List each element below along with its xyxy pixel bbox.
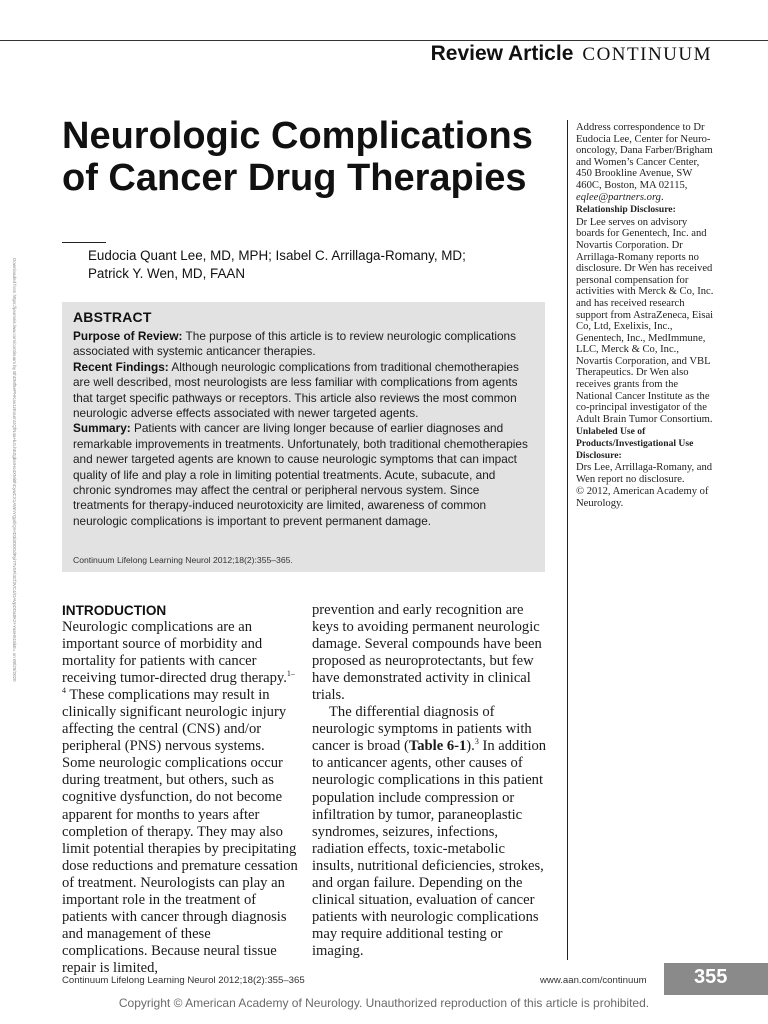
reference-1-4[interactable]: 1–4 <box>62 669 295 696</box>
sidebar-rule <box>567 120 568 960</box>
intro-p1-text-b: These complications may result in clinically significant neurologic injury affecting the central (CNS) and/or peripheral (PNS) nervous systems. Some neurologic complications occur during treatment, but others, such as cognitive dysfunction, do not become apparent for months to years after completion of therapy. They may also limit potential therapies by precipitating dose reductions and premature cessation of treatment. Neurologists can play an important role in the treatment of patients with cancer through diagnosis and management of these complications. Because neural tissue repair is limited, <box>62 687 298 976</box>
correspondence-email[interactable]: eqlee@partners.org <box>576 191 661 203</box>
abstract-box <box>62 302 545 572</box>
masthead <box>431 42 712 72</box>
article-type-label: Review Article <box>430 42 574 65</box>
abstract-purpose <box>73 329 535 360</box>
copyright-notice: Copyright © American Academy of Neurology. Unauthorized reproduction of this article is prohibited. <box>118 996 650 1010</box>
intro-paragraph-1 <box>62 619 298 977</box>
footer-url[interactable]: www.aan.com/continuum <box>540 975 647 986</box>
footer-citation: Continuum Lifelong Learning Neurol 2012;18(2):355–365 <box>62 975 305 986</box>
relationship-heading: Relationship Disclosure: <box>576 204 676 216</box>
reference-3[interactable]: 3 <box>474 737 479 747</box>
author-list <box>88 247 543 283</box>
intro-p1-text-a: Neurologic complications are an important source of morbidity and mortality for patients with cancer receiving tumor-directed drug therapy. <box>62 619 287 687</box>
intro-paragraph-2 <box>312 704 548 960</box>
sidebar-copyright: © 2012, American Academy of Neurology. <box>576 486 709 509</box>
download-notice-text: Downloaded from https://journals.lww.com/continuum by BhDMf5ePHKav1zEoum1tQfN4a+kJLhEZgbsIHo4XMi0hCywCX1AWnYQp/IlQrHD3i3D0OdRyi7TvSFl4Cf3VC4/OAVpDDa8K2+Ya6H515kE= on 08/29/2020 <box>12 258 17 682</box>
abstract-findings <box>73 360 535 422</box>
unlabeled-use-text: Drs Lee, Arrillaga-Romany, and Wen report no disclosure. <box>576 462 713 485</box>
summary-label: Summary: <box>73 421 131 436</box>
intro-p2-text-b: ). <box>466 738 475 755</box>
summary-text: Patients with cancer are living longer because of earlier diagnoses and remarkable improvements in treatments. Unfortunately, both traditional chemotherapies and newer targeted agents are known to cause neurologic symptoms that can impact quality of life and play a role in limiting potential treatments. Acute, subacute, and chronic syndromes may affect the central or peripheral nervous system. Since treatments for therapy-induced neurotoxicity are limited, awareness of common neurologic complications is important to prevent permanent damage. <box>73 421 528 528</box>
correspondence-text: Address correspondence to Dr Eudocia Lee, Center for Neuro-oncology, Dana Farber/Brigham and Women’s Cancer Center, 450 Brookline Avenue, SW 460C, Boston, MA 02115, <box>576 122 713 191</box>
authors-line-1: Eudocia Quant Lee, MD, MPH; Isabel C. Arrillaga-Romany, MD; <box>88 248 466 263</box>
intro-paragraph-1-continued: prevention and early recognition are keys to avoiding permanent neurologic damage. Several compounds have been proposed as neuroprotectants, but few have demonstrated activity in clinical trials. <box>312 602 542 704</box>
unlabeled-use-heading: Unlabeled Use of Products/Investigational Use Disclosure: <box>576 426 694 461</box>
sidebar <box>576 122 716 511</box>
title-rule <box>62 242 106 243</box>
purpose-label: Purpose of Review: <box>73 329 183 343</box>
article-title: Neurologic Complications of Cancer Drug Therapies <box>62 115 533 199</box>
body-column-right <box>312 602 548 960</box>
intro-p2-text-c: In addition to anticancer agents, other causes of neurologic complications in this patient population include compression or infiltration by tumor, paraneoplastic syndromes, seizures, infections, radiation effects, toxic-metabolic insults, nutritional deficiencies, strokes, and organ failure. Depending on the clinical situation, evaluation of cancer patients with neurologic complications may require additional testing or imaging. <box>312 738 547 959</box>
abstract-heading: ABSTRACT <box>73 309 152 325</box>
journal-name: CONTINUUM <box>582 44 712 65</box>
findings-label: Recent Findings: <box>73 359 169 374</box>
email-suffix: . <box>660 191 664 203</box>
body-column-left <box>62 602 298 977</box>
table-6-1-link[interactable]: Table 6-1 <box>408 738 467 755</box>
header-rule <box>0 40 768 41</box>
relationship-text: Dr Lee serves on advisory boards for Genentech, Inc. and Novartis Corporation. Dr Arrillaga-Romany reports no disclosure. Dr Wen has received personal compensation for activities with Merck & Co, Inc. and has received research support from AstraZeneca, Eisai Co, Ltd, Exelixis, Inc., Genentech, Inc., MedImmune, LLC, Merck & Co, Inc., Novartis Corporation, and VBL Therapeutics. Dr Wen also receives grants from the National Cancer Institute as the co-principal investigator of the Adult Brain Tumor Consortium. <box>576 216 714 425</box>
purpose-text: The purpose of this article is to review neurologic complications associated with systemic anticancer therapies. <box>73 329 517 359</box>
introduction-heading: INTRODUCTION <box>62 603 167 618</box>
download-notice <box>9 258 19 798</box>
abstract-summary <box>73 421 535 529</box>
page-number: 355 <box>664 963 768 995</box>
intro-p2-text-a: The differential diagnosis of neurologic symptoms in patients with cancer is broad ( <box>312 704 532 755</box>
correspondence-note <box>576 122 716 203</box>
abstract-citation: Continuum Lifelong Learning Neurol 2012;18(2):355–365. <box>73 555 293 565</box>
authors-line-2: Patrick Y. Wen, MD, FAAN <box>88 266 246 281</box>
findings-text: Although neurologic complications from traditional chemotherapies are well described, most neurologists are less familiar with complications from agents that target specific pathways or receptors. This article also reviews the most common neurologic adverse effects associated with newer targeted agents. <box>73 359 519 421</box>
